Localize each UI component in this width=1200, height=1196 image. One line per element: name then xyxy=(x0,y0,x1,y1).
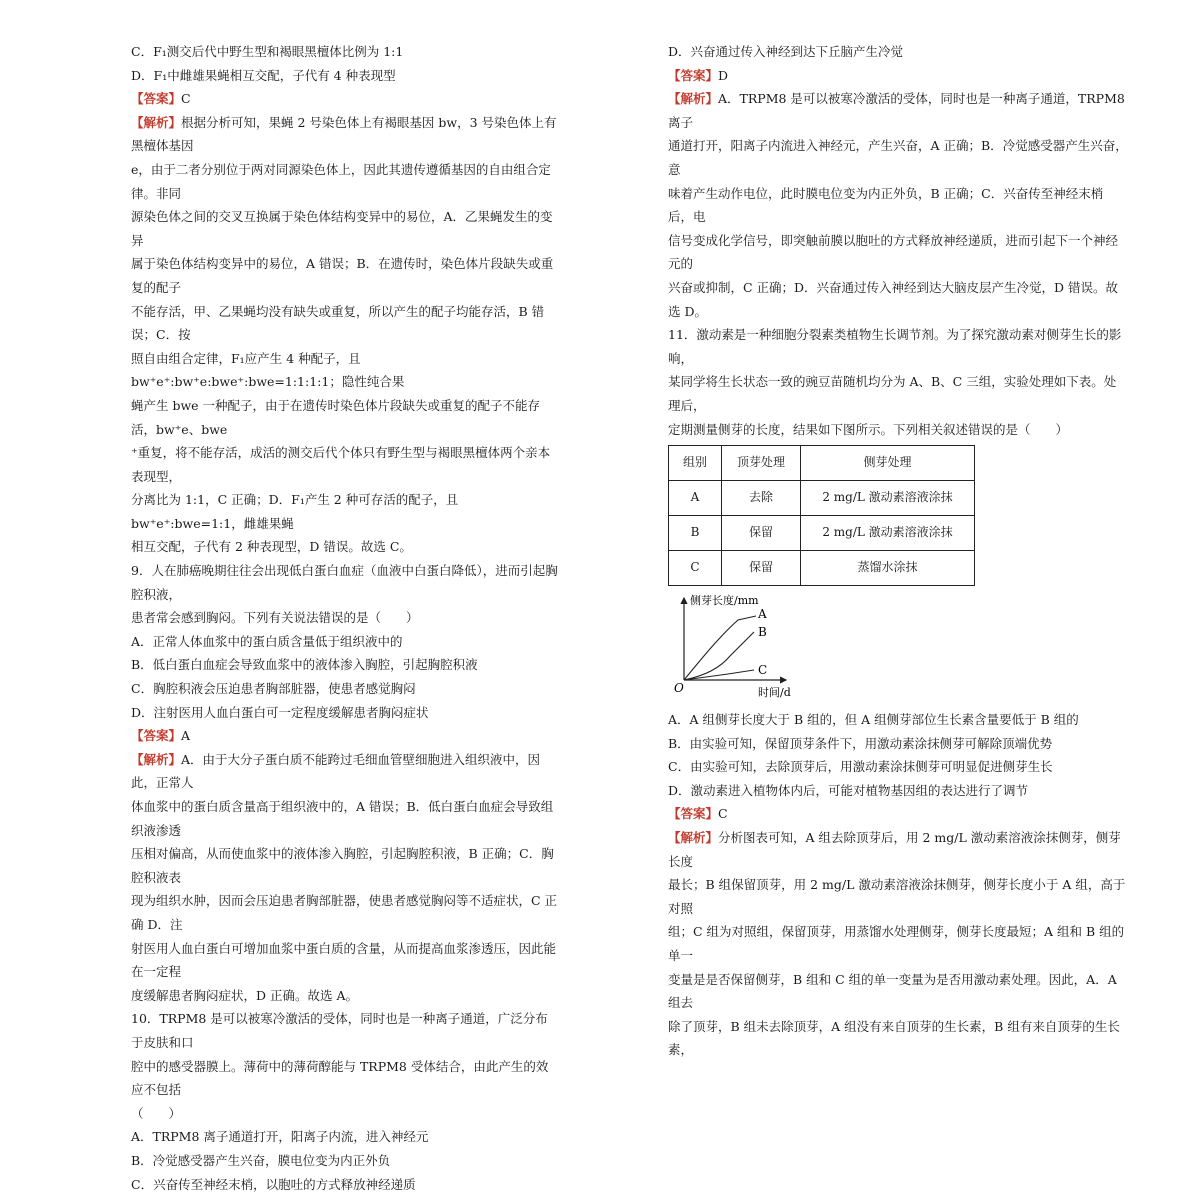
text-line: 度缓解患者胸闷症状，D 正确。故选 A。 xyxy=(131,984,558,1008)
table-header-cell: 侧芽处理 xyxy=(801,446,975,481)
table-header-cell: 组别 xyxy=(669,446,722,481)
answer-label: 【答案】 xyxy=(668,806,718,821)
text-line: 不能存活，甲、乙果蝇均没有缺失或重复，所以产生的配子均能存活，B 错误；C．按 xyxy=(131,300,558,347)
text-line: 定期测量侧芽的长度，结果如下图所示。下列相关叙述错误的是（ ） xyxy=(668,418,1128,442)
text-line: 源染色体之间的交叉互换属于染色体结构变异中的易位，A．乙果蝇发生的变异 xyxy=(131,205,558,252)
answer-line xyxy=(131,724,558,748)
text-line: 分离比为 1:1，C 正确；D．F₁产生 2 种可存活的配子，且 bw⁺e⁺:bwe=1:1，雌雄果蝇 xyxy=(131,488,558,535)
text-line: 压相对偏高，从而使血浆中的液体渗入胸腔，引起胸腔积液，B 正确；C．胸腔积液表 xyxy=(131,842,558,889)
right-bottom-text xyxy=(668,708,1128,1062)
text-line: 蝇产生 bwe 一种配子，由于在遗传时染色体片段缺失或重复的配子不能存活，bw⁺e、bwe xyxy=(131,394,558,441)
text-line: D．F₁中雌雄果蝇相互交配，子代有 4 种表现型 xyxy=(131,64,558,88)
growth-chart xyxy=(668,592,808,704)
text-line: B．由实验可知，保留顶芽条件下，用激动素涂抹侧芽可解除顶端优势 xyxy=(668,732,1128,756)
answer-label: 【答案】 xyxy=(131,728,181,743)
analysis-label: 【解析】 xyxy=(668,91,718,106)
table-header-cell: 顶芽处理 xyxy=(722,446,801,481)
text-line: 属于染色体结构变异中的易位，A 错误；B．在遗传时，染色体片段缺失或重复的配子 xyxy=(131,252,558,299)
text-line: e，由于二者分别位于两对同源染色体上，因此其遗传遵循基因的自由组合定律。非同 xyxy=(131,158,558,205)
curve-b-label: B xyxy=(758,625,767,639)
text-line: C．F₁测交后代中野生型和褐眼黑檀体比例为 1:1 xyxy=(131,40,558,64)
text-line: 患者常会感到胸闷。下列有关说法错误的是（ ） xyxy=(131,606,558,630)
text-line: B．冷觉感受器产生兴奋，膜电位变为内正外负 xyxy=(131,1149,558,1173)
answer-value: A xyxy=(181,728,190,743)
analysis-text: 分析图表可知，A 组去除顶芽后，用 2 mg/L 激动素溶液涂抹侧芽，侧芽长度 xyxy=(668,830,1121,869)
text-line: B．低白蛋白血症会导致血浆中的液体渗入胸腔，引起胸腔积液 xyxy=(131,653,558,677)
table-row xyxy=(669,551,975,586)
answer-value: D xyxy=(718,68,728,83)
text-line: 最长；B 组保留顶芽，用 2 mg/L 激动素溶液涂抹侧芽，侧芽长度小于 A 组，高于对照 xyxy=(668,873,1128,920)
text-line: （ ） xyxy=(131,1102,558,1126)
text-line: 照自由组合定律，F₁应产生 4 种配子，且 bw⁺e⁺:bw⁺e:bwe⁺:bwe=1:1:1:1；隐性纯合果 xyxy=(131,347,558,394)
table-cell: 蒸馏水涂抹 xyxy=(801,551,975,586)
text-line: C．兴奋传至神经末梢，以胞吐的方式释放神经递质 xyxy=(131,1173,558,1196)
curve-a-label: A xyxy=(757,607,767,621)
table-cell: 去除 xyxy=(722,481,801,516)
analysis-line xyxy=(131,748,558,795)
curve-a xyxy=(684,616,756,680)
text-line: A．正常人体血浆中的蛋白质含量低于组织液中的 xyxy=(131,630,558,654)
text-line: 10．TRPM8 是可以被寒冷激活的受体，同时也是一种离子通道，广泛分布于皮肤和口 xyxy=(131,1007,558,1054)
analysis-label: 【解析】 xyxy=(131,115,181,130)
analysis-label: 【解析】 xyxy=(131,752,181,767)
curve-c-label: C xyxy=(758,663,767,677)
text-line: 现为组织水肿，因而会压迫患者胸部脏器，使患者感觉胸闷等不适症状，C 正确 D．注 xyxy=(131,889,558,936)
table-row xyxy=(669,481,975,516)
x-axis-label: 时间/d xyxy=(758,685,791,699)
answer-label: 【答案】 xyxy=(131,91,181,106)
text-line: 除了顶芽，B 组未去除顶芽，A 组没有来自顶芽的生长素，B 组有来自顶芽的生长素， xyxy=(668,1015,1128,1062)
text-line: ⁺重复，将不能存活，成活的测交后代个体只有野生型与褐眼黑檀体两个亲本表现型， xyxy=(131,441,558,488)
answer-value: C xyxy=(718,806,728,821)
text-line: 体血浆中的蛋白质含量高于组织液中的，A 错误；B．低白蛋白血症会导致组织液渗透 xyxy=(131,795,558,842)
text-line: D．激动素进入植物体内后，可能对植物基因组的表达进行了调节 xyxy=(668,779,1128,803)
text-line: 9．人在肺癌晚期往往会出现低白蛋白血症（血液中白蛋白降低），进而引起胸腔积液， xyxy=(131,559,558,606)
table-cell: 保留 xyxy=(722,551,801,586)
text-line: D．注射医用人血白蛋白可一定程度缓解患者胸闷症状 xyxy=(131,701,558,725)
right-top-text xyxy=(668,40,1128,441)
table-cell: C xyxy=(669,551,722,586)
analysis-text: A．由于大分子蛋白质不能跨过毛细血管壁细胞进入组织液中，因此，正常人 xyxy=(131,752,540,791)
text-line: 相互交配，子代有 2 种表现型，D 错误。故选 C。 xyxy=(131,535,558,559)
table-cell: 2 mg/L 激动素溶液涂抹 xyxy=(801,481,975,516)
right-column xyxy=(668,40,1128,1062)
text-line: D．兴奋通过传入神经到达下丘脑产生冷觉 xyxy=(668,40,1128,64)
growth-figure xyxy=(668,592,808,704)
analysis-line xyxy=(668,826,1128,873)
text-line: 腔中的感受器膜上。薄荷中的薄荷醇能与 TRPM8 受体结合，由此产生的效应不包括 xyxy=(131,1055,558,1102)
text-line: C．胸腔积液会压迫患者胸部脏器，使患者感觉胸闷 xyxy=(131,677,558,701)
answer-line xyxy=(668,64,1128,88)
text-line: 变量是是否保留侧芽，B 组和 C 组的单一变量为是否用激动素处理。因此，A．A 组去 xyxy=(668,968,1128,1015)
left-column xyxy=(131,40,558,1196)
text-line: 组；C 组为对照组，保留顶芽，用蒸馏水处理侧芽，侧芽长度最短；A 组和 B 组的单一 xyxy=(668,920,1128,967)
table-cell: A xyxy=(669,481,722,516)
table-cell: B xyxy=(669,516,722,551)
analysis-label: 【解析】 xyxy=(668,830,718,845)
table-row xyxy=(669,516,975,551)
origin-label: O xyxy=(674,681,684,695)
answer-line xyxy=(668,802,1128,826)
text-line: 射医用人血白蛋白可增加血浆中蛋白质的含量，从而提高血浆渗透压，因此能在一定程 xyxy=(131,937,558,984)
answer-value: C xyxy=(181,91,191,106)
curve-c xyxy=(684,670,754,680)
table-cell: 保留 xyxy=(722,516,801,551)
table-cell: 2 mg/L 激动素溶液涂抹 xyxy=(801,516,975,551)
text-line: 信号变成化学信号，即突触前膜以胞吐的方式释放神经递质，进而引起下一个神经元的 xyxy=(668,229,1128,276)
answer-line xyxy=(131,87,558,111)
text-line: 某同学将生长状态一致的豌豆苗随机均分为 A、B、C 三组，实验处理如下表。处理后， xyxy=(668,370,1128,417)
analysis-text: 根据分析可知，果蝇 2 号染色体上有褐眼基因 bw，3 号染色体上有黑檀体基因 xyxy=(131,115,557,154)
text-line: A．A 组侧芽长度大于 B 组的，但 A 组侧芽部位生长素含量要低于 B 组的 xyxy=(668,708,1128,732)
y-axis-label: 侧芽长度/mm xyxy=(690,593,759,607)
text-line: 通道打开，阳离子内流进入神经元，产生兴奋，A 正确；B．冷觉感受器产生兴奋，意 xyxy=(668,134,1128,181)
table-header-row xyxy=(669,446,975,481)
text-line: 兴奋或抑制，C 正确；D．兴奋通过传入神经到达大脑皮层产生冷觉，D 错误。故选 D。 xyxy=(668,276,1128,323)
answer-label: 【答案】 xyxy=(668,68,718,83)
text-line: A．TRPM8 离子通道打开，阳离子内流，进入神经元 xyxy=(131,1125,558,1149)
experiment-table xyxy=(668,445,975,586)
text-line: 11．激动素是一种细胞分裂素类植物生长调节剂。为了探究激动素对侧芽生长的影响， xyxy=(668,323,1128,370)
analysis-line xyxy=(131,111,558,158)
analysis-line xyxy=(668,87,1128,134)
analysis-text: A．TRPM8 是可以被寒冷激活的受体，同时也是一种离子通道，TRPM8 离子 xyxy=(668,91,1125,130)
text-line: C．由实验可知，去除顶芽后，用激动素涂抹侧芽可明显促进侧芽生长 xyxy=(668,755,1128,779)
text-line: 味着产生动作电位，此时膜电位变为内正外负，B 正确；C．兴奋传至神经末梢后，电 xyxy=(668,182,1128,229)
